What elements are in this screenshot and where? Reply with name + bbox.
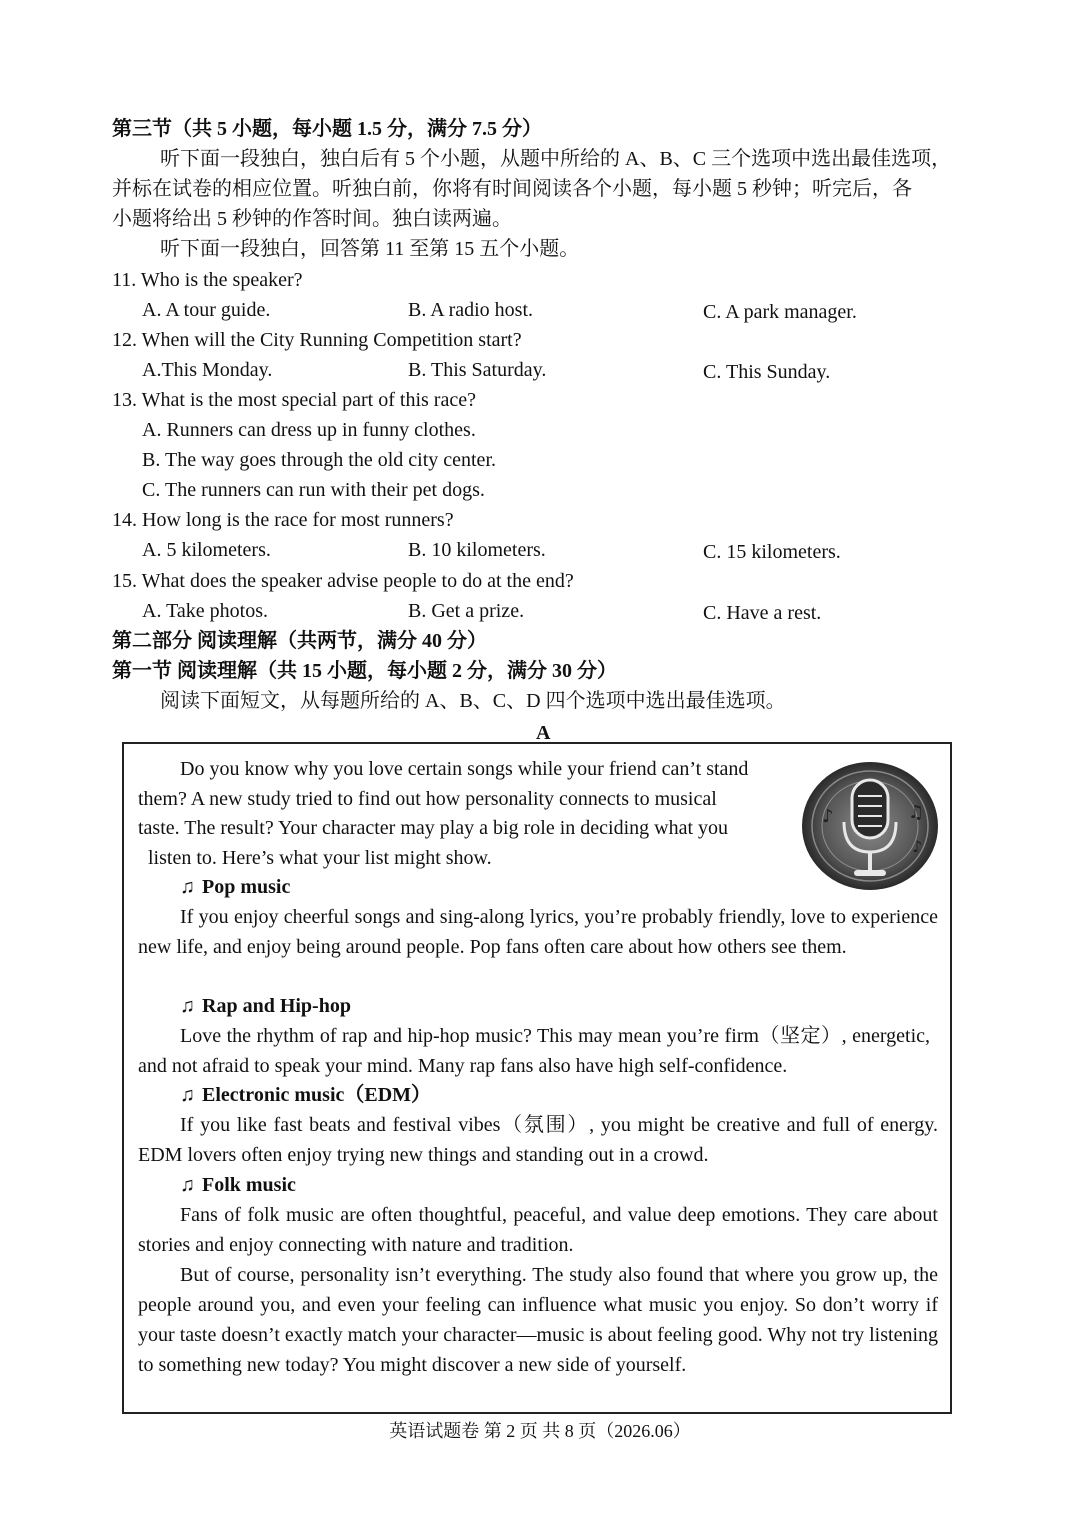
svg-text:♫: ♫ (908, 802, 925, 823)
section-heading-folk-text: Folk music (202, 1174, 296, 1196)
passage-intro-line-1: Do you know why you love certain songs while your friend can’t stand (180, 758, 749, 780)
section-text-rap: Love the rhythm of rap and hip-hop music? This may mean you’re firm（坚定）, energetic, and not afraid to speak your mind. Many rap fans also have high self-confidence. (138, 1025, 930, 1077)
question-13-option-a: A. Runners can dress up in funny clothes. (142, 419, 476, 441)
music-note-icon: ♫ (180, 876, 195, 898)
part2-title: 第二部分 阅读理解（共两节，满分 40 分） (112, 630, 487, 652)
microphone-icon (800, 760, 940, 892)
part2-section1-title: 第一节 阅读理解（共 15 小题，每小题 2 分，满分 30 分） (112, 660, 617, 682)
passage-intro-line-2: them? A new study tried to find out how personality connects to musical (138, 788, 717, 810)
question-12-option-c: C. This Sunday. (703, 361, 831, 383)
section3-instruction-line-2: 并标在试卷的相应位置。听独白前，你将有时间阅读各个小题，每小题 5 秒钟；听完后，各 (112, 178, 912, 200)
svg-text:♪: ♪ (912, 837, 923, 856)
question-14-option-b: B. 10 kilometers. (408, 539, 546, 561)
music-note-icon: ♫ (180, 1174, 195, 1196)
passage-label: A (536, 722, 551, 744)
question-12-stem: 12. When will the City Running Competition start? (112, 329, 522, 351)
question-11-option-b: B. A radio host. (408, 299, 534, 321)
section3-title: 第三节（共 5 小题，每小题 1.5 分，满分 7.5 分） (112, 118, 542, 140)
question-11-stem: 11. Who is the speaker? (112, 269, 303, 291)
question-13-option-b: B. The way goes through the old city center. (142, 449, 496, 471)
question-15-option-c: C. Have a rest. (703, 602, 822, 624)
question-14-option-c: C. 15 kilometers. (703, 541, 841, 563)
section-heading-rap-text: Rap and Hip-hop (202, 995, 351, 1017)
svg-text:♪: ♪ (822, 806, 834, 827)
question-11-option-a: A. A tour guide. (142, 299, 271, 321)
question-15-option-b: B. Get a prize. (408, 600, 525, 622)
music-note-icon: ♫ (180, 995, 195, 1017)
question-12-option-b: B. This Saturday. (408, 359, 547, 381)
section-text-edm: If you like fast beats and festival vibes（氛围）, you might be creative and full of energy. EDM lovers often enjoy trying new things and standing out in a crowd. (138, 1114, 938, 1166)
section3-instruction-line-1: 听下面一段独白，独白后有 5 个小题，从题中所给的 A、B、C 三个选项中选出最佳选项， (160, 148, 952, 170)
music-note-icon: ♫ (180, 1084, 195, 1106)
section3-sub-instruction: 听下面一段独白，回答第 11 至第 15 五个小题。 (160, 238, 580, 260)
section-text-folk: Fans of folk music are often thoughtful, peaceful, and value deep emotions. They care about stories and enjoy connecting with nature and tradition. (138, 1204, 938, 1256)
question-13-option-c: C. The runners can run with their pet dogs. (142, 479, 485, 501)
question-14-stem: 14. How long is the race for most runners? (112, 509, 454, 531)
question-13-stem: 13. What is the most special part of this race? (112, 389, 476, 411)
section-heading-edm-text: Electronic music（EDM） (202, 1084, 432, 1106)
question-15-stem: 15. What does the speaker advise people to do at the end? (112, 570, 574, 592)
passage-intro-line-4: listen to. Here’s what your list might show. (148, 847, 492, 869)
part2-instruction: 阅读下面短文，从每题所给的 A、B、C、D 四个选项中选出最佳选项。 (160, 690, 786, 712)
question-14-option-a: A. 5 kilometers. (142, 539, 271, 561)
question-11-option-c: C. A park manager. (703, 301, 857, 323)
question-12-option-a: A.This Monday. (142, 359, 273, 381)
section-heading-pop-text: Pop music (202, 876, 291, 898)
section3-instruction-line-3: 小题将给出 5 秒钟的作答时间。独白读两遍。 (112, 208, 512, 230)
section-heading-pop (180, 872, 290, 902)
section-text-pop: If you enjoy cheerful songs and sing-along lyrics, you’re probably friendly, love to experience new life, and enjoy being around people. Pop fans often care about how others see them. (138, 906, 938, 958)
section-heading-edm (180, 1080, 431, 1110)
passage-intro-line-3: taste. The result? Your character may play a big role in deciding what you (138, 817, 729, 839)
question-15-option-a: A. Take photos. (142, 600, 268, 622)
section-heading-folk (180, 1170, 296, 1200)
page-footer: 英语试题卷 第 2 页 共 8 页（2026.06） (389, 1421, 691, 1441)
section-heading-rap (180, 991, 351, 1021)
passage-closing: But of course, personality isn’t everything. The study also found that where you grow up, the people around you, and even your feeling can influence what music you enjoy. So don’t worry if your taste doesn’t exactly match your character—music is about feeling good. Why not try listening to something new today? You might discover a new side of yourself. (138, 1264, 938, 1376)
